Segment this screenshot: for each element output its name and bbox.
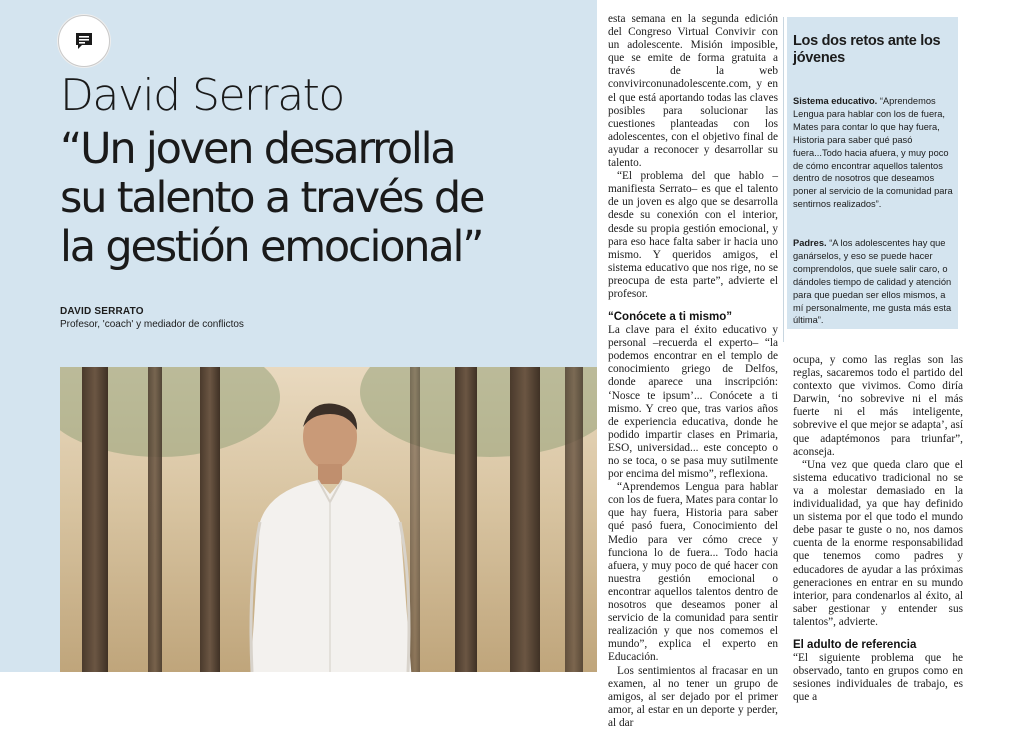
interviewee-name: David Serrato: [60, 70, 344, 121]
col2-paragraph-1: ocupa, y como las reglas son las reglas, sacaremos todo el partido del contexto que vivimos. Como diría Darwin, ‘no sobrevive ni el más fuerte ni el más inteligente, sobrevive el que mejor se adapta’, así que adaptémonos para triunfar”, aconseja.: [793, 354, 963, 458]
col1-paragraph-1: esta semana en la segunda edición del Congreso Virtual Convivir con un adolescente. Misión imposible, que se emite de forma gratuita a través de la web convivirconunadolescente.com, y en el que está aportando todas las claves posibles para solucionar las cuestiones planteadas con los adolescentes, con el objetivo final de ayudar a reconocer y desarrollar su talento.: [608, 13, 778, 170]
headline-line-1: “Un joven desarrolla: [60, 124, 455, 174]
comment-button[interactable]: [58, 15, 110, 67]
headline-quote: [60, 125, 595, 272]
headline-line-3: la gestión emocional”: [60, 222, 483, 272]
sidebar-title: Los dos retos ante los jóvenes: [793, 33, 941, 66]
headline-line-2: su talento a través de: [60, 173, 484, 223]
sidebar-item-parents-label: Padres.: [793, 238, 827, 248]
sidebar-item-education: [793, 95, 953, 211]
col1-paragraph-2: “El problema del que hablo –manifiesta Serrato– es que el talento de un joven es algo que se desarrolla desde su conexión con el interior, desde su propia gestión emocional, y para eso hace falta saber ir hacia uno mismo. Y queridos amigos, el sistema educativo que nos rige, no se preocupa de esta parte”, advierte el profesor.: [608, 170, 778, 300]
col2-paragraph-3: “El siguiente problema que he observado, tanto en grupos como en sesiones individuales de trabajo, es que a: [793, 651, 963, 704]
speech-bubble-icon: [74, 31, 94, 51]
man-figure: [230, 402, 460, 672]
byline: DAVID SERRATO: [60, 306, 144, 317]
portrait-photo: [60, 367, 597, 672]
article-column-2: [793, 354, 963, 704]
col1-subhead: “Conócete a ti mismo”: [608, 311, 732, 324]
byline-role: Profesor, 'coach' y mediador de conflictos: [60, 319, 244, 330]
col1-paragraph-5: Los sentimientos al fracasar en un examen, al no tener un grupo de amigos, al ser dejado por el primer amor, al estar en un deporte y perder, al dar: [608, 664, 778, 729]
col1-paragraph-4: “Aprendemos Lengua para hablar con los de fuera, Mates para contar lo que hay fuera, Historia para saber qué pasó fuera, Conocimiento del Medio para ver cómo crece y funciona lo de fuera... Todo hacia afuera, y muy poco de qué hacer con nuestra gestión emocional o encontrar aquellos talentos dentro de nosotros que deseamos poner al servicio de la comunidad para sentir realización y que nos comemos el mundo”, explica el experto en Educación.: [608, 481, 779, 664]
col1-paragraph-3: La clave para el éxito educativo y personal –recuerda el experto– “la podemos encontrar en el templo de conocimiento griego de Delfos, donde aparece una inscripción: ‘Nosce te ipsum’... Conócete a ti mismo. Y creo que, tras varios años de experiencia educativa, donde he podido impartir clases en Primaria, ESO, universidad... este concepto o no se toca, o se pasa muy sutilmente por encima del mismo”, reflexiona.: [608, 324, 778, 481]
sidebar-item-parents-text: “A los adolescentes hay que ganárselos, y eso se puede hacer comprendolos, que suele salir caro, o dándoles tiempo de calidad y atención para que puedan ser ellos mismos, a mí personalmente, me gusta más esta última”.: [793, 238, 952, 326]
sidebar-item-parents: [793, 237, 953, 327]
sidebar-item-education-text: “Aprendemos Lengua para hablar con los de fuera, Mates para contar lo que hay fuera, Historia para saber qué pasó fuera...Todo hacia afuera, y muy poco de cómo encontrar aquellos talentos dentro de nosotros que deseamos poner al servicio de la comunidad para sentirnos realizados”.: [793, 96, 953, 210]
col2-subhead: El adulto de referencia: [793, 638, 917, 651]
article-column-1: [608, 13, 778, 730]
column-divider: [783, 17, 784, 342]
sidebar-item-education-label: Sistema educativo.: [793, 96, 878, 106]
col2-paragraph-2: “Una vez que queda claro que el sistema educativo tradicional no se va a molestar demasiado en la individualidad, ya que hay definido un sistema por el que todo el mundo debe pasar te guste o no, nos damos cuenta de la enorme responsabilidad que tenemos como padres y educadores de ayudar a las próximas generaciones en entrar en su mundo interior, para condenarlos al éxito, al saber gestionar y entender sus talentos”, advierte.: [793, 458, 963, 628]
sidebar-box: [787, 17, 958, 329]
